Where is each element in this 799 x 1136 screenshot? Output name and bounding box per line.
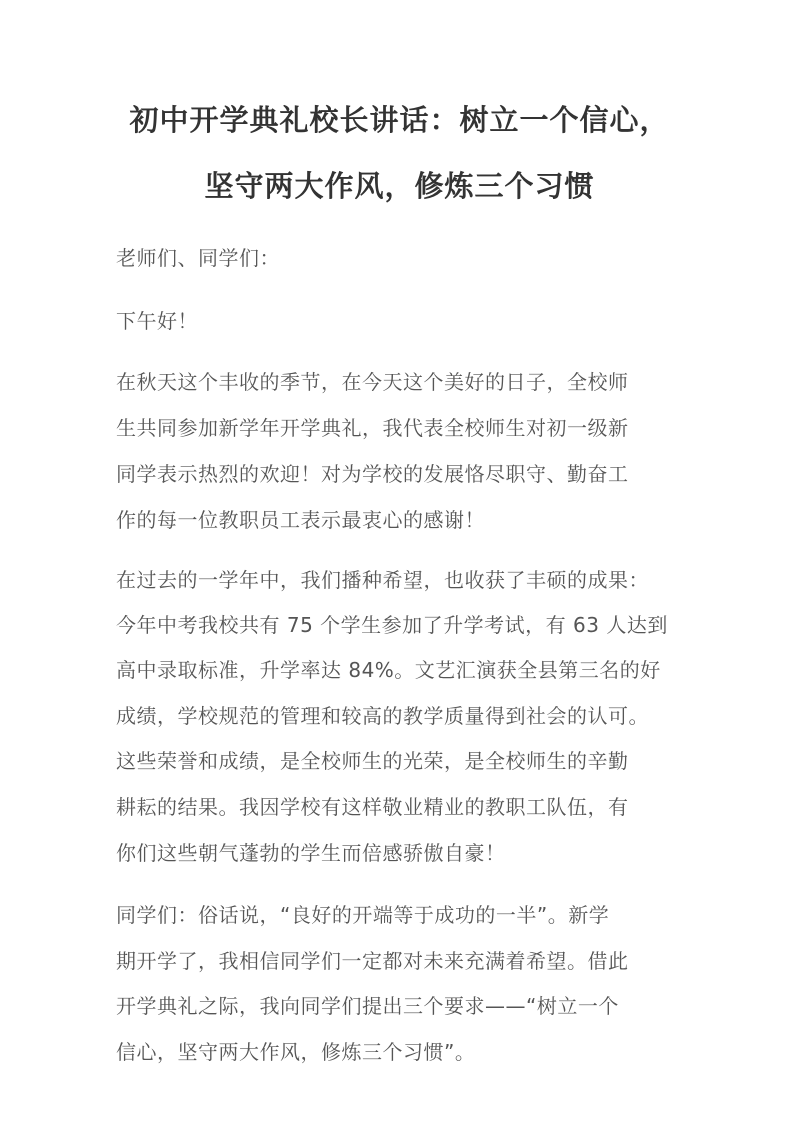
paragraph-2-line: 成绩，学校规范的管理和较高的教学质量得到社会的认可。 xyxy=(116,704,649,728)
salutation: 老师们、同学们： xyxy=(116,246,280,270)
paragraph-3-line: 同学们：俗话说，“良好的开端等于成功的一半”。新学 xyxy=(116,903,610,927)
greeting: 下午好！ xyxy=(116,309,198,333)
paragraph-2-line: 在过去的一学年中，我们播种希望，也收获了丰硕的成果： xyxy=(116,568,649,592)
paragraph-3-line: 信心，坚守两大作风，修炼三个习惯”。 xyxy=(116,1040,476,1064)
paragraph-1-line: 作的每一位教职员工表示最衷心的感谢！ xyxy=(116,508,485,532)
paragraph-1-line: 生共同参加新学年开学典礼，我代表全校师生对初一级新 xyxy=(116,416,629,440)
paragraph-3-line: 开学典礼之际，我向同学们提出三个要求——“树立一个 xyxy=(116,994,619,1018)
paragraph-2-line: 这些荣誉和成绩，是全校师生的光荣，是全校师生的辛勤 xyxy=(116,749,629,773)
document-title-line-1: 初中开学典礼校长讲话：树立一个信心， xyxy=(129,103,670,137)
paragraph-2-line: 高中录取标准，升学率达 84%。文艺汇演获全县第三名的好 xyxy=(116,658,661,682)
paragraph-2-line: 耕耘的结果。我因学校有这样敬业精业的教职工队伍，有 xyxy=(116,795,629,819)
paragraph-1-line: 在秋天这个丰收的季节，在今天这个美好的日子，全校师 xyxy=(116,370,629,394)
paragraph-3-line: 期开学了，我相信同学们一定都对未来充满着希望。借此 xyxy=(116,949,629,973)
document-title-line-2: 坚守两大作风，修炼三个习惯 xyxy=(204,169,595,203)
paragraph-1-line: 同学表示热烈的欢迎！对为学校的发展恪尽职守、勤奋工 xyxy=(116,462,629,486)
paragraph-2-line: 今年中考我校共有 75 个学生参加了升学考试，有 63 人达到 xyxy=(116,613,668,637)
paragraph-2-line: 你们这些朝气蓬勃的学生而倍感骄傲自豪！ xyxy=(116,841,506,865)
